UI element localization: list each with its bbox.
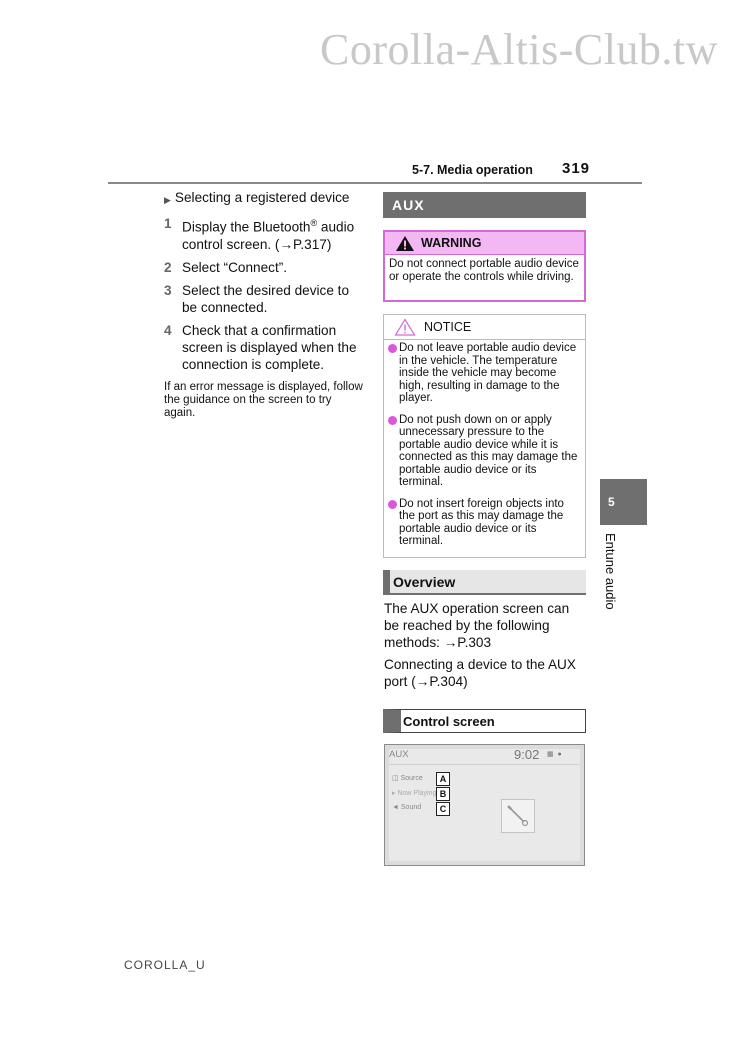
section-title: 5-7. Media operation [412, 163, 533, 177]
overview-paragraph-1: The AUX operation screen can be reached by the following methods: →P.303 [384, 601, 570, 650]
aux-cable-icon [501, 799, 535, 833]
callout-b: B [436, 787, 450, 801]
screen-menu-source[interactable] [392, 774, 423, 782]
step-4 [164, 322, 364, 373]
step-text [182, 215, 364, 253]
screen-divider [389, 764, 580, 765]
step-1 [164, 215, 364, 253]
warning-box [383, 230, 586, 302]
header-divider [108, 182, 642, 184]
notice-item-text: Do not push down on or apply unnecessary pressure to the portable audio device while it is connected as this may damage the portable audio device or its terminal. [399, 413, 578, 488]
left-column [164, 189, 364, 420]
screen-clock: 9:02 [514, 747, 540, 762]
warning-text: Do not connect portable audio device or operate the controls while driving. [389, 258, 579, 283]
screen-display [389, 749, 580, 861]
step-number: 2 [164, 259, 172, 275]
notice-title: NOTICE [424, 320, 472, 334]
notice-item-text: Do not leave portable audio device in the vehicle. The temperature inside the vehicle may become high, resulting in damage to the player. [399, 342, 577, 404]
speaker-icon: ◄ [392, 804, 399, 811]
registered-mark: ® [310, 218, 318, 228]
warning-triangle-icon [395, 235, 415, 252]
triangle-bullet-icon: ▶ [164, 195, 171, 205]
bullet-heading-text: Selecting a registered device [174, 190, 350, 205]
overview-heading: Overview [383, 570, 586, 595]
aux-screen-image [384, 744, 585, 866]
step-text-part: audio control screen. (→P.317) [182, 219, 355, 252]
bullet-heading [164, 189, 364, 209]
notice-item-text: Do not insert foreign objects into the port as this may damage the portable audio device or its terminal. [399, 497, 564, 547]
callout-a: A [436, 772, 450, 786]
menu-label: Now Playing [397, 790, 437, 797]
menu-label: Source [400, 775, 423, 782]
step-3 [164, 282, 364, 316]
status-icons: ▦ ● [547, 751, 563, 758]
bullet-dot-icon [388, 344, 397, 353]
step-text-part: Display the Bluetooth [182, 219, 311, 235]
footer-text: COROLLA_U [124, 958, 206, 972]
page-number: 319 [562, 160, 591, 177]
watermark-text: Corolla-Altis-Club.tw [320, 25, 718, 74]
step-text: Check that a confirmation screen is displayed when the connection is complete. [182, 322, 357, 372]
aux-heading: AUX [383, 192, 586, 218]
warning-title: WARNING [421, 236, 482, 250]
notice-header [384, 315, 585, 340]
screen-menu-sound[interactable] [392, 804, 421, 811]
overview-paragraph-2: Connecting a device to the AUX port (→P.304) [384, 657, 576, 689]
step-text: Select “Connect”. [182, 259, 288, 275]
step-2 [164, 259, 364, 276]
screen-menu-now-playing[interactable] [392, 789, 436, 797]
menu-label: Sound [400, 804, 422, 811]
bullet-dot-icon [388, 500, 397, 509]
chapter-label [600, 533, 620, 623]
callout-c: C [436, 802, 450, 816]
notice-box [383, 314, 586, 558]
chapter-number: 5 [608, 495, 615, 509]
step-number: 4 [164, 322, 172, 338]
step-number: 3 [164, 282, 172, 298]
screen-title: AUX [389, 749, 409, 760]
error-note: If an error message is displayed, follow the guidance on the screen to try again. [164, 380, 363, 419]
bullet-dot-icon [388, 416, 397, 425]
chapter-tab [600, 479, 647, 525]
chapter-label-text: Entune audio [603, 533, 618, 610]
control-screen-heading: Control screen [383, 709, 586, 733]
notice-item [388, 414, 579, 489]
step-number: 1 [164, 216, 172, 231]
notice-list [384, 340, 585, 548]
caution-triangle-icon [394, 318, 416, 336]
play-icon: ▸ [392, 790, 396, 797]
step-text: Select the desired device to be connected. [182, 282, 350, 315]
notice-item [388, 498, 579, 548]
warning-header [385, 232, 584, 255]
notice-item [388, 342, 579, 405]
source-icon: ◫ [392, 775, 399, 782]
